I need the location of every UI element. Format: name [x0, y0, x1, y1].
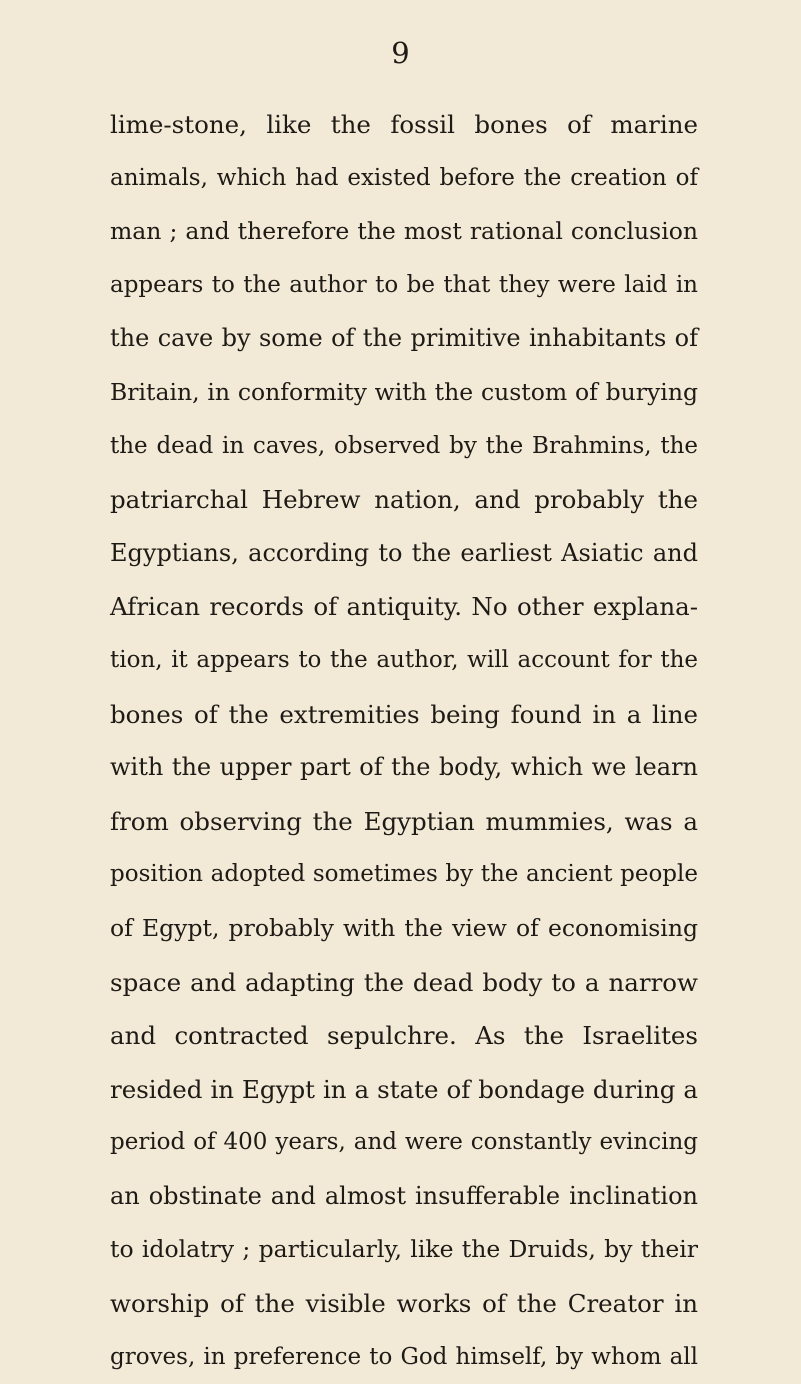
text-line: to idolatry ; particularly, like the Druids, by their — [110, 1235, 698, 1264]
text-line: resided in Egypt in a state of bondage during a — [110, 1074, 698, 1104]
text-line: lime-stone, like the fossil bones of marine — [110, 110, 698, 139]
text-line: appears to the author to be that they were laid in — [110, 271, 698, 298]
text-line: animals, which had existed before the creation of — [110, 164, 698, 191]
text-line: space and adapting the dead body to a narrow — [110, 967, 698, 997]
text-line: period of 400 years, and were constantly evincing — [110, 1129, 698, 1156]
text-line: with the upper part of the body, which we learn — [110, 753, 698, 782]
text-line: tion, it appears to the author, will account for the — [110, 646, 698, 673]
text-line: of Egypt, probably with the view of economising — [110, 913, 698, 942]
text-line: from observing the Egyptian mummies, was a — [110, 806, 698, 836]
text-line: the cave by some of the primitive inhabitants of — [110, 324, 698, 353]
text-line: and contracted sepulchre. As the Israelites — [110, 1021, 698, 1051]
text-line: Egyptians, according to the earliest Asiatic and — [110, 538, 698, 567]
text-line: African records of antiquity. No other explana- — [110, 592, 698, 622]
text-line: worship of the visible works of the Creator in — [110, 1289, 698, 1319]
body-text — [110, 98, 698, 1384]
text-line: groves, in preference to God himself, by whom all — [110, 1343, 698, 1370]
text-line: Britain, in conformity with the custom of burying — [110, 377, 698, 406]
text-line: an obstinate and almost insufferable inclination — [110, 1181, 698, 1210]
text-line: position adopted sometimes by the ancient people — [110, 861, 698, 888]
text-line: patriarchal Hebrew nation, and probably the — [110, 485, 698, 515]
text-line: bones of the extremities being found in a line — [110, 699, 698, 729]
page-number: 9 — [391, 36, 410, 70]
text-line: man ; and therefore the most rational conclusion — [110, 217, 698, 246]
text-line: the dead in caves, observed by the Brahmins, the — [110, 432, 698, 459]
